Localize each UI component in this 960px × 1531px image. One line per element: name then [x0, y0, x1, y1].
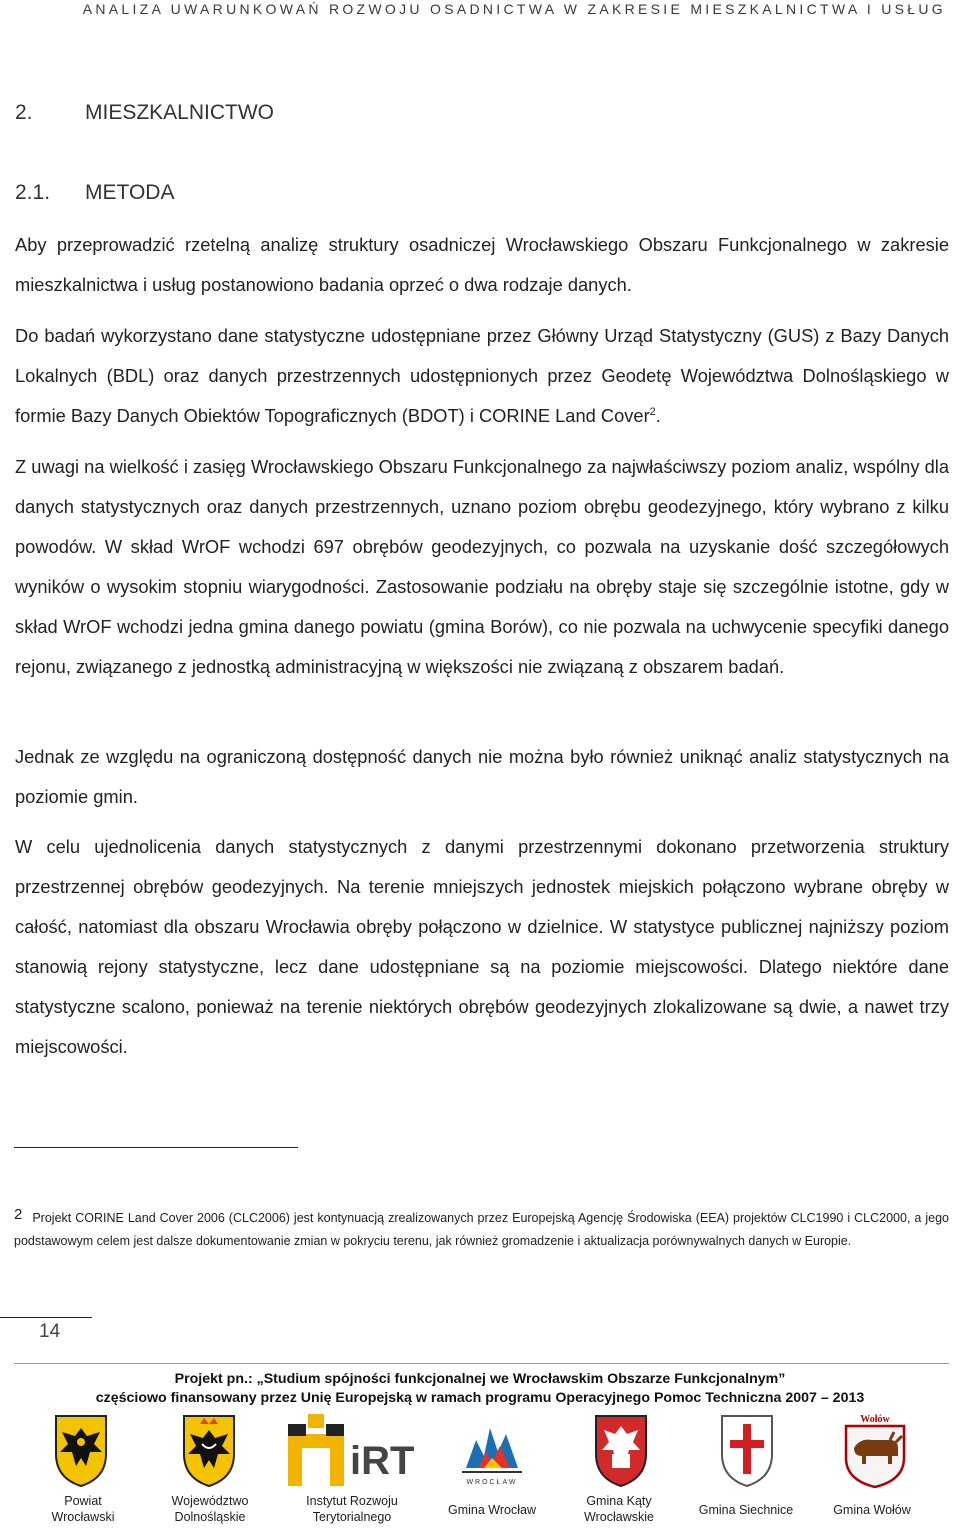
paragraph: W celu ujednolicenia danych statystycznych z danymi przestrzennymi dokonano przetworzenia struktury przestrzennej obrębów geodezyjnych. Na terenie mniejszych jednostek miejskich połączono wybrane obręby w całość, natomiast dla obszaru Wrocławia obręby połączono w dzielnice. W statystyce publicznej najniższy poziom stanowią rejony statystyczne, lecz dane udostępniane są na poziomie miejscowości. Dlatego niektóre dane statystyczne scalono, ponieważ na terenie niektórych obrębów geodezyjnych zlokalizowane są dwie, a nawet trzy miejscowości.	[15, 836, 949, 1057]
eagle-shield-icon	[52, 1412, 110, 1488]
partner-label-line: Instytut Rozwoju	[306, 1494, 398, 1508]
paragraph-text: Do badań wykorzystano dane statystyczne udostępniane przez Główny Urząd Statystyczny (GUS) z Bazy Danych Lokalnych (BDL) oraz danych przestrzennych udostępnionych przez Geodetę Województwa Dolnośląskiego w formie Bazy Danych Obiektów Topograficznych (BDOT) i CORINE Land Cover	[15, 325, 949, 426]
footnote-reference[interactable]: 2	[649, 405, 656, 418]
partner-label-line: Gmina Wołów	[833, 1503, 911, 1517]
footer-project-title: Projekt pn.: „Studium spójności funkcjonalnej we Wrocławskim Obszarze Funkcjonalnym”	[174, 1371, 786, 1387]
partner-label-powiat-wroclawski	[52, 1493, 115, 1525]
eagle-crowned-shield-icon	[180, 1412, 238, 1488]
section-heading	[15, 101, 274, 125]
subsection-heading	[15, 181, 174, 205]
footnote	[14, 1206, 949, 1253]
partner-label-gmina-siechnice	[699, 1502, 794, 1518]
wroclaw-logo-text: WROCŁAW	[466, 1479, 518, 1486]
wroclaw-logo-icon	[456, 1412, 528, 1488]
subsection-number: 2.1.	[15, 181, 51, 204]
paragraph	[15, 316, 949, 436]
irt-logo-icon	[286, 1412, 422, 1488]
footnote-text: Projekt CORINE Land Cover 2006 (CLC2006) jest kontynuacją zrealizowanych przez Europejską Agencję Środowiska (EEA) projektów CLC1990 i CLC2000, a jego podstawowym celem jest dalsze dokumentowanie zmian w pokryciu terenu, jak również gromadzenie i aktualizacja porównywalnych danych w Europie.	[14, 1211, 949, 1248]
paragraph: Aby przeprowadzić rzetelną analizę struktury osadniczej Wrocławskiego Obszaru Funkcjonalnego w zakresie mieszkalnictwa i usług postanowiono badania oprzeć o dwa rodzaje danych.	[15, 234, 949, 295]
partner-label-line: Gmina Siechnice	[698, 1503, 794, 1517]
section-number: 2.	[15, 101, 33, 124]
page-number: 14	[39, 1321, 61, 1342]
paragraph: Z uwagi na wielkość i zasięg Wrocławskiego Obszaru Funkcjonalnego za najwłaściwszy poziom analiz, wspólny dla danych statystycznych oraz danych przestrzennych, uznano poziom obrębu geodezyjnego, który wybrano z kilku powodów. W skład WrOF wchodzi 697 obrębów geodezyjnych, co pozwala na uzyskanie dość szczegółowych wyników o wysokim stopniu wiarygodności. Zastosowanie podziału na obręby staje się szczególnie istotne, gdy w skład WrOF wchodzi jedna gmina danego powiatu (gmina Borów), co nie pozwala na uchwycenie specyfiki danego rejonu, związanego z jednostką administracyjną w większości nie związaną z obszarem badań.	[15, 456, 949, 677]
paragraph: Jednak ze względu na ograniczoną dostępność danych nie można było również uniknąć analiz statystycznych na poziomie gmin.	[15, 746, 949, 807]
page-number-rule	[0, 1317, 92, 1318]
partner-label-line: Powiat	[64, 1494, 102, 1508]
footnote-separator	[14, 1147, 298, 1148]
partner-label-gmina-wroclaw	[448, 1502, 536, 1518]
eagle-red-shield-icon	[592, 1412, 650, 1488]
running-header: ANALIZA UWARUNKOWAŃ ROZWOJU OSADNICTWA W ZAKRESIE MIESZKALNICTWA I USŁUG	[82, 1, 946, 17]
partner-label-line: Wrocławskie	[584, 1510, 654, 1524]
footer-separator	[14, 1363, 949, 1364]
partner-label-gmina-katy	[584, 1493, 654, 1525]
partner-label-line: Wrocławski	[51, 1510, 115, 1524]
partner-label-line: Dolnośląskie	[174, 1510, 246, 1524]
partner-label-gmina-wolow	[833, 1502, 911, 1518]
red-cross-shield-icon	[718, 1412, 776, 1488]
wolow-logo-text: Wołów	[860, 1414, 890, 1425]
partner-label-wojewodztwo	[172, 1493, 249, 1525]
irt-logo-text: iRT	[350, 1439, 415, 1483]
ox-shield-icon	[840, 1412, 910, 1488]
footnote-mark: 2	[14, 1206, 23, 1223]
partner-label-line: Województwo	[171, 1494, 249, 1508]
footer-funding-note: częściowo finansowany przez Unię Europejską w ramach programu Operacyjnego Pomoc Techniczna 2007 – 2013	[95, 1390, 865, 1406]
subsection-title: METODA	[85, 181, 175, 204]
partner-label-line: Gmina Wrocław	[448, 1503, 536, 1517]
partner-label-line: Terytorialnego	[312, 1510, 392, 1524]
partner-label-line: Gmina Kąty	[586, 1494, 652, 1508]
partner-label-irt	[306, 1493, 398, 1525]
paragraph-end-punctuation: .	[655, 405, 661, 426]
section-title: MIESZKALNICTWO	[85, 101, 275, 124]
